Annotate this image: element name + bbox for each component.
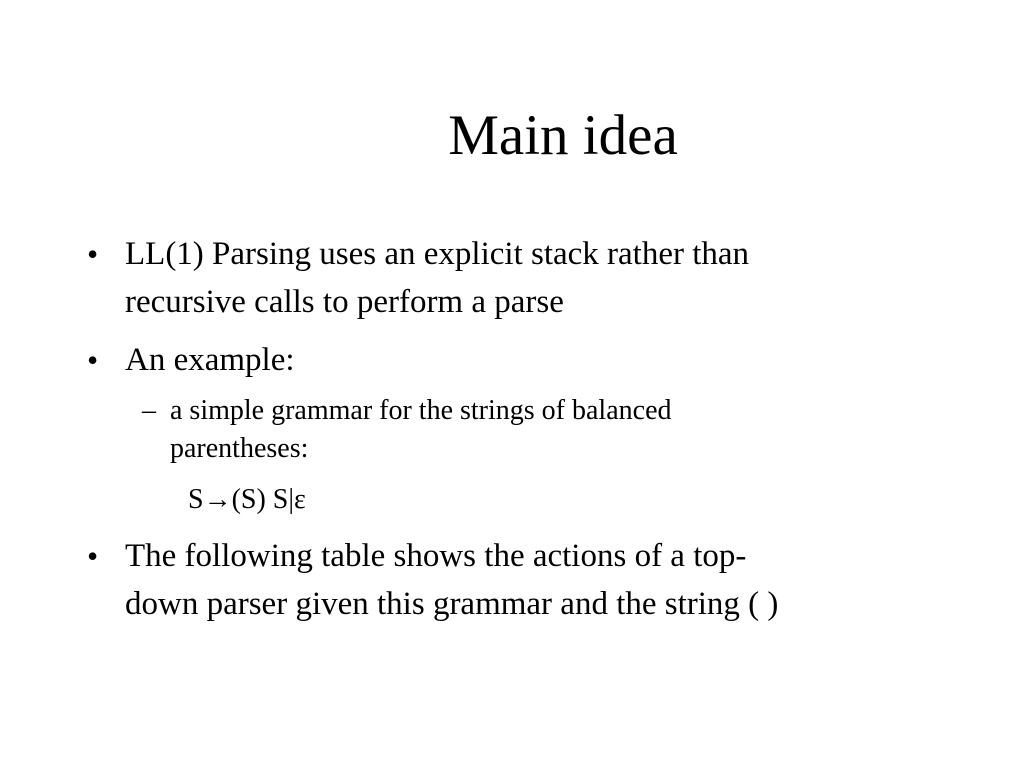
bullet-marker: •	[87, 538, 99, 574]
bullet-text-line: recursive calls to perform a parse	[125, 284, 564, 320]
sub-bullet-text-line: a simple grammar for the strings of balanced	[170, 395, 672, 426]
slide-title: Main idea	[448, 104, 678, 167]
grammar-rule: S→(S) S|ε	[188, 484, 306, 515]
sub-bullet-text	[170, 392, 672, 468]
bullet-marker: •	[87, 342, 99, 378]
sub-bullet-marker: –	[142, 395, 156, 426]
bullet-text-line: The following table shows the actions of a top-	[125, 538, 747, 574]
bullet-text	[125, 230, 749, 326]
bullet-text-line: An example:	[125, 342, 295, 378]
sub-bullet-text-line: parentheses:	[170, 433, 309, 464]
bullet-text-line: down parser given this grammar and the string ( )	[125, 586, 779, 622]
bullet-marker: •	[87, 236, 99, 272]
bullet-text	[125, 336, 295, 384]
bullet-text	[125, 532, 778, 628]
bullet-text-line: LL(1) Parsing uses an explicit stack rather than	[125, 236, 750, 272]
